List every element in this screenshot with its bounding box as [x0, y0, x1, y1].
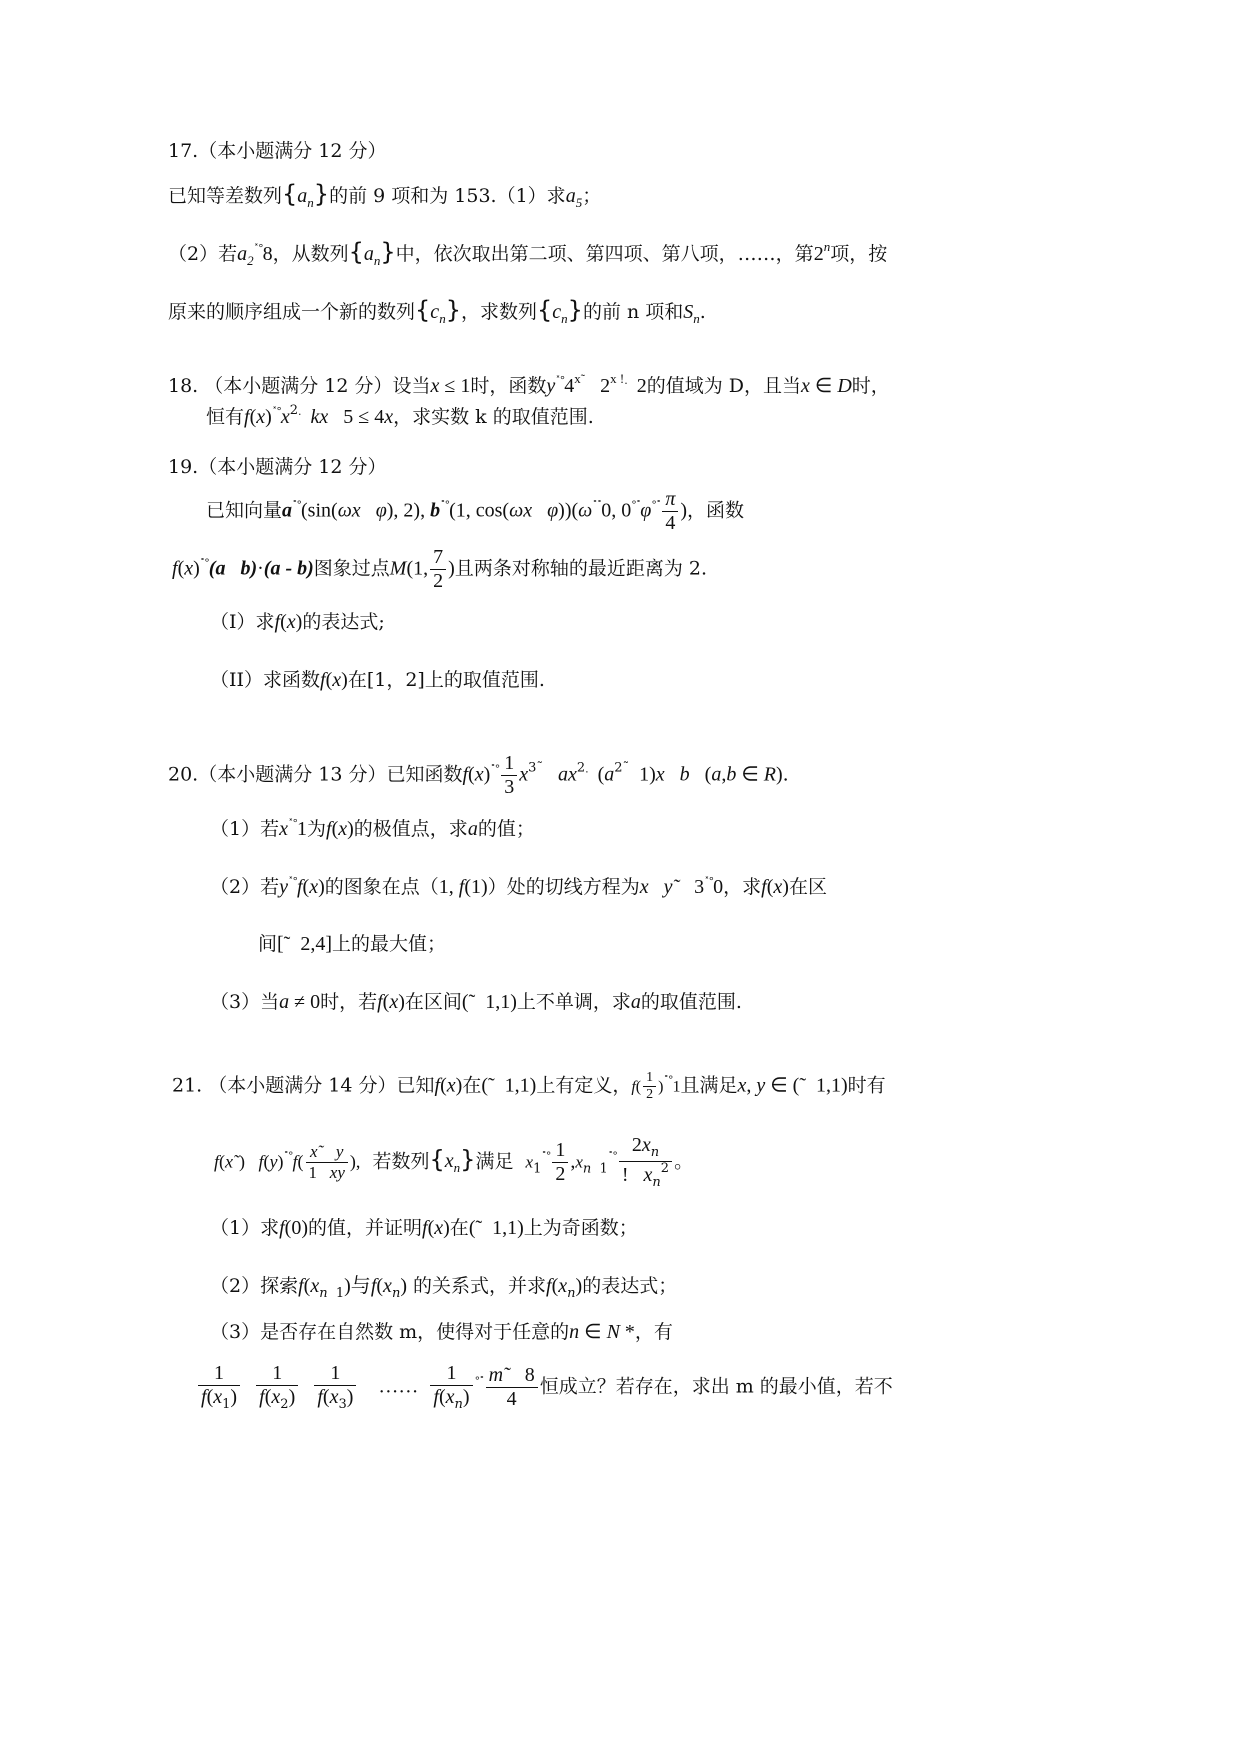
q20-item3: （3）当a ≠ 0时，若f(x)在区间(˜ 1,1)上不单调，求a的取值范围. [210, 991, 742, 1013]
q17-line3: 原来的顺序组成一个新的数列$\{c_n\}$，求数列$\{c_n\}$的前 n 项和$S_n$. [168, 296, 706, 326]
q19-item2: （II）求函数f(x)在[1，2]上的取值范围. [210, 669, 545, 691]
q20-line1: 20.（本小题满分 13 分）已知函数f(x)˟° $\frac{1}{3}$ $x^{3˜}$ $ax^{2.}$ ($a^{2˜}$ 1)x b (a,b ∈ R). [168, 752, 789, 798]
q20-item2-cont: 间[˜ 2,4]上的最大值； [258, 933, 447, 955]
q19-line1: 已知向量a˟°(sin(ωx φ), 2), b˟°(1, cos(ωx φ))(ω˟˟0, 0°˟φ°˟ $\frac{\pi}{4}$ )，函数 [206, 488, 745, 534]
q18-line2: 恒有$f(x)^{˟^\circ}x^{2.}$ kx 5 ≤ 4x，求实数 k 的取值范围. [206, 403, 594, 428]
q19-header: 19.（本小题满分 12 分） [168, 456, 387, 478]
q17-line1: 已知等差数列$\{a_n\}$的前 9 项和为 153.（1）求$a_5$； [168, 180, 602, 210]
q20-item2: （2）若y˟°f(x)的图象在点（1, f(1)）处的切线方程为x y˜ 3˟°0，求f(x)在区 [210, 875, 827, 898]
q21-line6: $\frac{1}{f(x_1)}$ $\frac{1}{f(x_2)}$ $\frac{1}{f(x_3)}$ …… $\frac{1}{f(x_n)}$ °˟ $\frac{m˜ 8}{4}$ 恒成立？若存在，求出 m 的最小值，若不 [196, 1362, 893, 1413]
q17-header: 17.（本小题满分 12 分） [168, 140, 387, 162]
q21-item2: （2）探索$f(x_{n 1})$与$f(x_n)$ 的关系式，并求$f(x_n)$的表达式； [210, 1275, 678, 1301]
q20-item1: （1）若x˟°1为f(x)的极值点，求a的值； [210, 817, 535, 840]
text: 已知等差数列 [168, 185, 283, 207]
q19-line2: f(x)˟°(a b)·(a - b)图象过点M(1, $\frac{7}{2}$ )且两条对称轴的最近距离为 2. [172, 546, 707, 592]
q21-item3: （3）是否存在自然数 m，使得对于任意的n ∈ N *，有 [210, 1321, 673, 1343]
q21-line2: f(x˜) f(y)˟°f( $\frac{x˜ y}{1 xy}$ ), 若数列$\{x_n\}$满足 $x_1^{˟^\circ}$ $\frac{1}{2}$ $,x_{n 1}^{˟^\circ}$ $\frac{2x_n}{! x_n^2}$ 。 [214, 1134, 694, 1190]
q17-line2: （2）若$a_2^{˟^\circ}8$，从数列$\{a_n\}$中，依次取出第二项、第四项、第八项，……，第2$^n$项，按 [168, 238, 888, 268]
q19-item1: （I）求f(x)的表达式; [210, 611, 385, 633]
q21-item1: （1）求f(0)的值，并证明f(x)在(˜ 1,1)上为奇函数； [210, 1217, 638, 1239]
q21-line1: 21. （本小题满分 14 分）已知f(x)在(˜ 1,1)上有定义，f( $\frac{1}{2}$ )˟°1且满足x, y ∈ (˜ 1,1)时有 [172, 1070, 886, 1103]
q18-line1: 18. （本小题满分 12 分）设当x ≤ 1时，函数$y^{˟^\circ}4^{x˜}$ $2^{x !.}$ 2的值域为 D，且当x ∈ D时， [168, 371, 890, 397]
text: 的前 9 项和为 153.（1）求 [329, 185, 566, 207]
